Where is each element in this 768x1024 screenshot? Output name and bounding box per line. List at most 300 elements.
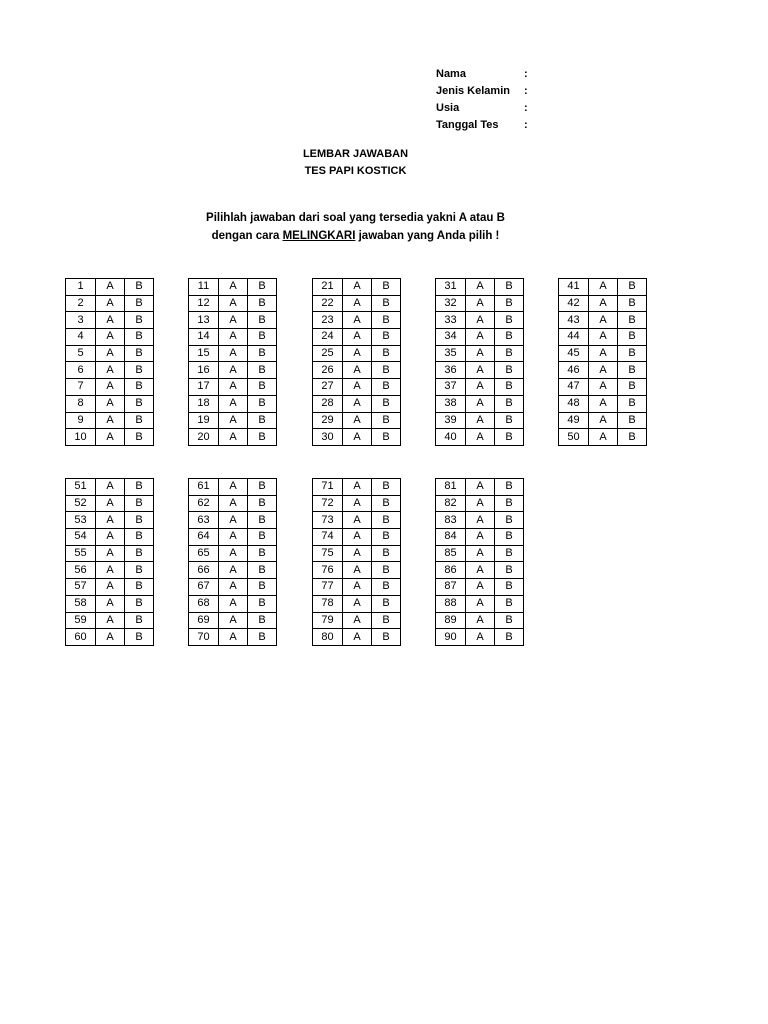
question-number: 85 (436, 545, 466, 562)
option-b[interactable]: B (372, 512, 401, 529)
option-a[interactable]: A (343, 629, 372, 646)
answer-row (66, 312, 154, 329)
question-number: 30 (313, 429, 343, 446)
option-b[interactable]: B (125, 579, 154, 596)
question-number: 82 (436, 495, 466, 512)
answer-row (313, 595, 401, 612)
answer-row (66, 295, 154, 312)
option-b[interactable]: B (495, 312, 524, 329)
answer-row (66, 495, 154, 512)
question-number: 26 (313, 362, 343, 379)
question-number: 56 (66, 562, 96, 579)
answer-table (435, 478, 524, 646)
option-a[interactable]: A (219, 629, 248, 646)
option-a[interactable]: A (96, 545, 125, 562)
option-b[interactable]: B (125, 329, 154, 346)
option-a[interactable]: A (466, 512, 495, 529)
option-b[interactable]: B (372, 612, 401, 629)
option-a[interactable]: A (219, 545, 248, 562)
option-b[interactable]: B (495, 529, 524, 546)
option-a[interactable]: A (96, 495, 125, 512)
answer-row (66, 562, 154, 579)
question-number: 48 (559, 395, 589, 412)
option-a[interactable]: A (343, 429, 372, 446)
option-a[interactable]: A (96, 362, 125, 379)
option-b[interactable]: B (248, 545, 277, 562)
question-number: 27 (313, 379, 343, 396)
answer-row (436, 529, 524, 546)
option-a[interactable]: A (96, 479, 125, 496)
identity-fields (436, 66, 534, 134)
option-b[interactable]: B (495, 279, 524, 296)
question-number: 77 (313, 579, 343, 596)
answer-row (313, 329, 401, 346)
question-number: 19 (189, 412, 219, 429)
question-number: 55 (66, 545, 96, 562)
question-number: 34 (436, 329, 466, 346)
option-b[interactable]: B (495, 512, 524, 529)
option-b[interactable]: B (125, 345, 154, 362)
answer-row (313, 279, 401, 296)
option-a[interactable]: A (219, 295, 248, 312)
option-b[interactable]: B (248, 579, 277, 596)
option-a[interactable]: A (219, 529, 248, 546)
question-number: 33 (436, 312, 466, 329)
question-number: 40 (436, 429, 466, 446)
question-number: 75 (313, 545, 343, 562)
field-label: Jenis Kelamin (436, 85, 510, 97)
option-a[interactable]: A (219, 495, 248, 512)
option-b[interactable]: B (248, 495, 277, 512)
answer-row (436, 329, 524, 346)
option-b[interactable]: B (125, 629, 154, 646)
option-a[interactable]: A (466, 412, 495, 429)
answer-row (66, 429, 154, 446)
answer-row (189, 529, 277, 546)
question-number: 15 (189, 345, 219, 362)
answer-row (313, 562, 401, 579)
option-a[interactable]: A (589, 329, 618, 346)
option-b[interactable]: B (618, 379, 647, 396)
option-b[interactable]: B (618, 362, 647, 379)
option-b[interactable]: B (618, 345, 647, 362)
answer-row (66, 612, 154, 629)
option-a[interactable]: A (466, 579, 495, 596)
option-b[interactable]: B (372, 329, 401, 346)
option-b[interactable]: B (248, 562, 277, 579)
question-number: 23 (313, 312, 343, 329)
answer-row (436, 345, 524, 362)
answer-row (559, 395, 647, 412)
option-b[interactable]: B (495, 612, 524, 629)
answer-table (312, 278, 401, 446)
option-b[interactable]: B (372, 345, 401, 362)
question-number: 61 (189, 479, 219, 496)
option-b[interactable]: B (618, 279, 647, 296)
answer-row (559, 345, 647, 362)
answer-row (436, 295, 524, 312)
question-number: 80 (313, 629, 343, 646)
option-a[interactable]: A (343, 529, 372, 546)
answer-row (66, 629, 154, 646)
question-number: 38 (436, 395, 466, 412)
option-a[interactable]: A (343, 395, 372, 412)
option-a[interactable]: A (96, 395, 125, 412)
option-a[interactable]: A (343, 595, 372, 612)
option-a[interactable]: A (343, 512, 372, 529)
option-a[interactable]: A (589, 395, 618, 412)
option-a[interactable]: A (466, 429, 495, 446)
option-b[interactable]: B (372, 412, 401, 429)
option-a[interactable]: A (96, 612, 125, 629)
option-a[interactable]: A (466, 612, 495, 629)
answer-row (313, 412, 401, 429)
option-b[interactable]: B (248, 512, 277, 529)
question-number: 57 (66, 579, 96, 596)
option-b[interactable]: B (495, 595, 524, 612)
question-number: 72 (313, 495, 343, 512)
option-a[interactable]: A (589, 312, 618, 329)
option-a[interactable]: A (96, 595, 125, 612)
option-b[interactable]: B (495, 562, 524, 579)
question-number: 45 (559, 345, 589, 362)
answer-row (436, 312, 524, 329)
question-number: 90 (436, 629, 466, 646)
option-a[interactable]: A (96, 629, 125, 646)
answer-table (558, 278, 647, 446)
question-number: 73 (313, 512, 343, 529)
option-a[interactable]: A (466, 562, 495, 579)
question-number: 83 (436, 512, 466, 529)
option-b[interactable]: B (372, 295, 401, 312)
option-b[interactable]: B (618, 395, 647, 412)
option-b[interactable]: B (125, 512, 154, 529)
option-a[interactable]: A (343, 379, 372, 396)
option-b[interactable]: B (372, 495, 401, 512)
question-number: 6 (66, 362, 96, 379)
option-a[interactable]: A (96, 279, 125, 296)
option-b[interactable]: B (372, 395, 401, 412)
option-b[interactable]: B (125, 595, 154, 612)
option-b[interactable]: B (372, 579, 401, 596)
option-a[interactable]: A (589, 345, 618, 362)
option-b[interactable]: B (618, 412, 647, 429)
option-a[interactable]: A (343, 362, 372, 379)
option-a[interactable]: A (466, 545, 495, 562)
page-title: LEMBAR JAWABAN (302, 148, 409, 160)
option-b[interactable]: B (125, 412, 154, 429)
option-a[interactable]: A (219, 412, 248, 429)
option-b[interactable]: B (495, 395, 524, 412)
option-b[interactable]: B (125, 495, 154, 512)
question-number: 21 (313, 279, 343, 296)
option-a[interactable]: A (343, 562, 372, 579)
option-b[interactable]: B (125, 429, 154, 446)
option-b[interactable]: B (248, 612, 277, 629)
field-colon: : (524, 102, 528, 114)
answer-row (436, 362, 524, 379)
question-number: 4 (66, 329, 96, 346)
option-b[interactable]: B (618, 312, 647, 329)
option-a[interactable]: A (343, 495, 372, 512)
option-b[interactable]: B (125, 562, 154, 579)
option-b[interactable]: B (125, 379, 154, 396)
option-a[interactable]: A (466, 479, 495, 496)
option-a[interactable]: A (466, 312, 495, 329)
option-b[interactable]: B (248, 379, 277, 396)
option-a[interactable]: A (343, 545, 372, 562)
option-b[interactable]: B (248, 279, 277, 296)
question-number: 46 (559, 362, 589, 379)
option-a[interactable]: A (343, 312, 372, 329)
option-a[interactable]: A (219, 395, 248, 412)
question-number: 78 (313, 595, 343, 612)
option-a[interactable]: A (343, 295, 372, 312)
answer-row (189, 345, 277, 362)
option-b[interactable]: B (248, 329, 277, 346)
option-b[interactable]: B (495, 329, 524, 346)
question-number: 64 (189, 529, 219, 546)
option-b[interactable]: B (495, 495, 524, 512)
answer-row (436, 479, 524, 496)
answer-row (189, 379, 277, 396)
answer-row (189, 412, 277, 429)
option-b[interactable]: B (495, 579, 524, 596)
option-a[interactable]: A (219, 279, 248, 296)
option-b[interactable]: B (618, 329, 647, 346)
option-a[interactable]: A (343, 279, 372, 296)
option-a[interactable]: A (466, 629, 495, 646)
option-a[interactable]: A (219, 362, 248, 379)
option-a[interactable]: A (219, 612, 248, 629)
instruction-suffix: jawaban yang Anda pilih ! (355, 230, 500, 242)
answer-row (436, 395, 524, 412)
question-number: 36 (436, 362, 466, 379)
option-b[interactable]: B (495, 429, 524, 446)
answer-row (189, 329, 277, 346)
question-number: 37 (436, 379, 466, 396)
answer-row (559, 429, 647, 446)
question-number: 50 (559, 429, 589, 446)
option-b[interactable]: B (248, 312, 277, 329)
option-b[interactable]: B (248, 479, 277, 496)
option-a[interactable]: A (589, 279, 618, 296)
answer-row (436, 629, 524, 646)
answer-row (189, 479, 277, 496)
answer-row (559, 362, 647, 379)
option-a[interactable]: A (343, 345, 372, 362)
option-b[interactable]: B (125, 479, 154, 496)
option-a[interactable]: A (343, 579, 372, 596)
question-number: 32 (436, 295, 466, 312)
option-b[interactable]: B (372, 379, 401, 396)
option-a[interactable]: A (96, 329, 125, 346)
option-b[interactable]: B (495, 629, 524, 646)
answer-row (313, 529, 401, 546)
question-number: 89 (436, 612, 466, 629)
option-b[interactable]: B (618, 295, 647, 312)
option-b[interactable]: B (372, 595, 401, 612)
field-label: Nama (436, 68, 466, 80)
field-colon: : (524, 68, 528, 80)
option-a[interactable]: A (466, 495, 495, 512)
answer-row (559, 412, 647, 429)
option-a[interactable]: A (96, 429, 125, 446)
instruction-line-1: Pilihlah jawaban dari soal yang tersedia yakni A atau B (206, 212, 505, 224)
option-a[interactable]: A (466, 345, 495, 362)
answer-row (559, 329, 647, 346)
option-b[interactable]: B (248, 595, 277, 612)
question-number: 31 (436, 279, 466, 296)
option-a[interactable]: A (96, 562, 125, 579)
option-b[interactable]: B (372, 312, 401, 329)
option-a[interactable]: A (219, 562, 248, 579)
option-b[interactable]: B (495, 295, 524, 312)
answer-row (436, 545, 524, 562)
answer-row (313, 545, 401, 562)
option-b[interactable]: B (372, 629, 401, 646)
option-a[interactable]: A (96, 529, 125, 546)
option-a[interactable]: A (466, 362, 495, 379)
option-a[interactable]: A (219, 379, 248, 396)
option-a[interactable]: A (219, 429, 248, 446)
option-a[interactable]: A (343, 412, 372, 429)
field-jenis-kelamin (436, 83, 534, 100)
option-a[interactable]: A (96, 345, 125, 362)
option-a[interactable]: A (96, 512, 125, 529)
question-number: 3 (66, 312, 96, 329)
answer-row (313, 312, 401, 329)
option-a[interactable]: A (466, 379, 495, 396)
option-a[interactable]: A (466, 329, 495, 346)
option-b[interactable]: B (372, 362, 401, 379)
option-a[interactable]: A (219, 579, 248, 596)
option-b[interactable]: B (248, 529, 277, 546)
option-a[interactable]: A (96, 312, 125, 329)
question-number: 14 (189, 329, 219, 346)
option-b[interactable]: B (125, 612, 154, 629)
option-b[interactable]: B (248, 429, 277, 446)
answer-row (313, 345, 401, 362)
option-b[interactable]: B (248, 295, 277, 312)
option-b[interactable]: B (248, 345, 277, 362)
option-b[interactable]: B (372, 429, 401, 446)
option-b[interactable]: B (248, 629, 277, 646)
option-a[interactable]: A (343, 329, 372, 346)
answer-table (65, 478, 154, 646)
option-b[interactable]: B (125, 545, 154, 562)
question-number: 44 (559, 329, 589, 346)
option-b[interactable]: B (125, 312, 154, 329)
option-a[interactable]: A (589, 412, 618, 429)
option-a[interactable]: A (343, 479, 372, 496)
question-number: 47 (559, 379, 589, 396)
answer-row (189, 395, 277, 412)
option-a[interactable]: A (466, 279, 495, 296)
answer-row (436, 562, 524, 579)
question-number: 88 (436, 595, 466, 612)
option-a[interactable]: A (589, 295, 618, 312)
answer-row (436, 512, 524, 529)
option-a[interactable]: A (219, 312, 248, 329)
question-number: 22 (313, 295, 343, 312)
option-b[interactable]: B (495, 379, 524, 396)
option-b[interactable]: B (495, 479, 524, 496)
option-a[interactable]: A (589, 429, 618, 446)
option-b[interactable]: B (618, 429, 647, 446)
option-a[interactable]: A (219, 595, 248, 612)
option-b[interactable]: B (495, 362, 524, 379)
option-a[interactable]: A (219, 512, 248, 529)
field-nama (436, 66, 534, 83)
option-b[interactable]: B (248, 362, 277, 379)
option-a[interactable]: A (466, 529, 495, 546)
question-number: 5 (66, 345, 96, 362)
option-b[interactable]: B (372, 529, 401, 546)
option-b[interactable]: B (125, 279, 154, 296)
option-b[interactable]: B (495, 412, 524, 429)
answer-row (66, 329, 154, 346)
answer-row (66, 345, 154, 362)
field-colon: : (524, 119, 528, 131)
answer-row (189, 595, 277, 612)
answer-row (313, 479, 401, 496)
option-a[interactable]: A (466, 395, 495, 412)
option-a[interactable]: A (219, 329, 248, 346)
question-number: 2 (66, 295, 96, 312)
option-b[interactable]: B (495, 545, 524, 562)
option-a[interactable]: A (96, 295, 125, 312)
option-a[interactable]: A (219, 345, 248, 362)
option-a[interactable]: A (96, 379, 125, 396)
option-a[interactable]: A (96, 579, 125, 596)
option-a[interactable]: A (466, 595, 495, 612)
option-a[interactable]: A (589, 379, 618, 396)
question-number: 7 (66, 379, 96, 396)
question-number: 39 (436, 412, 466, 429)
option-a[interactable]: A (343, 612, 372, 629)
answer-row (66, 529, 154, 546)
question-number: 18 (189, 395, 219, 412)
option-b[interactable]: B (248, 395, 277, 412)
option-a[interactable]: A (219, 479, 248, 496)
option-b[interactable]: B (372, 279, 401, 296)
option-b[interactable]: B (125, 395, 154, 412)
question-number: 12 (189, 295, 219, 312)
option-b[interactable]: B (125, 529, 154, 546)
option-b[interactable]: B (372, 545, 401, 562)
field-tanggal-tes (436, 117, 534, 134)
question-number: 62 (189, 495, 219, 512)
answer-row (436, 579, 524, 596)
option-b[interactable]: B (248, 412, 277, 429)
field-colon: : (524, 85, 528, 97)
option-b[interactable]: B (495, 345, 524, 362)
option-b[interactable]: B (372, 562, 401, 579)
option-b[interactable]: B (372, 479, 401, 496)
answer-row (436, 595, 524, 612)
option-b[interactable]: B (125, 295, 154, 312)
answer-row (559, 379, 647, 396)
answer-row (189, 545, 277, 562)
option-a[interactable]: A (589, 362, 618, 379)
option-b[interactable]: B (125, 362, 154, 379)
option-a[interactable]: A (96, 412, 125, 429)
question-number: 70 (189, 629, 219, 646)
option-a[interactable]: A (466, 295, 495, 312)
answer-row (436, 379, 524, 396)
question-number: 69 (189, 612, 219, 629)
